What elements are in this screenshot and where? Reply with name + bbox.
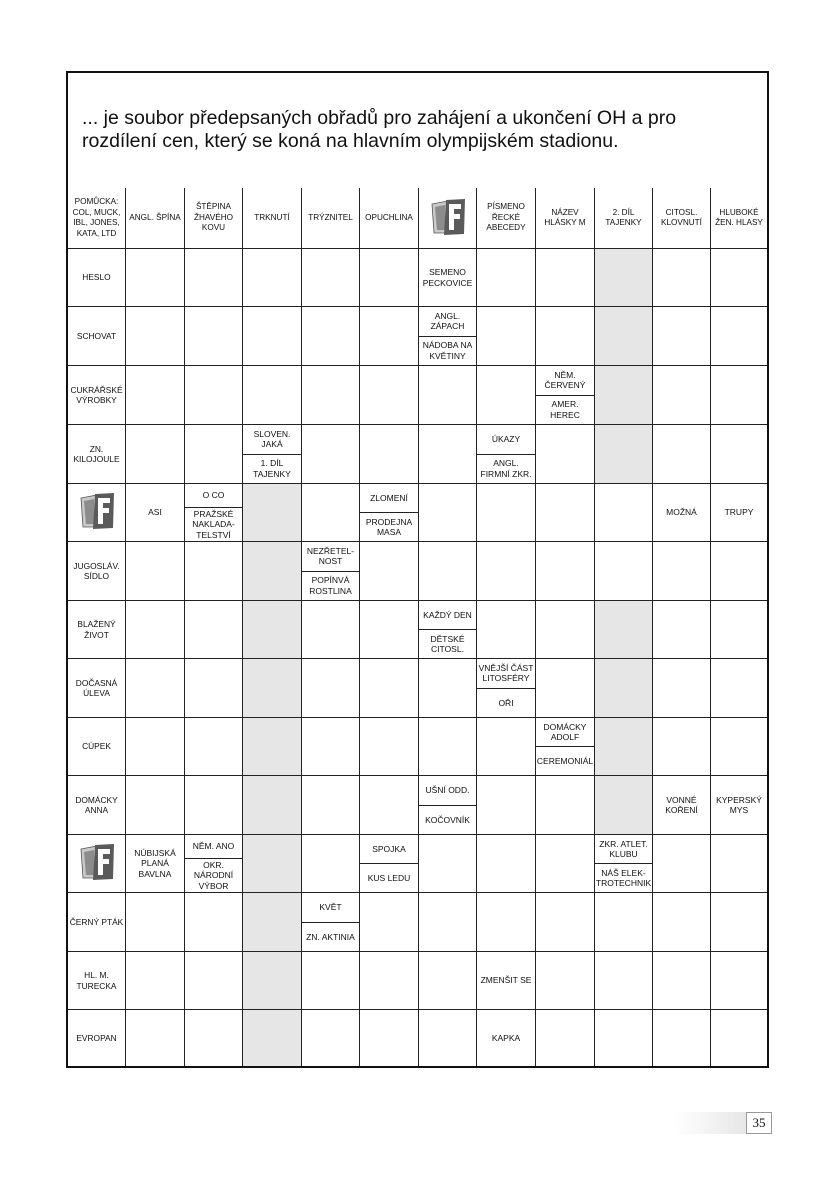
logo-cell <box>419 188 477 249</box>
clue-bottom: 1. DÍL TAJENKY <box>253 458 291 479</box>
answer-cell[interactable] <box>126 542 185 601</box>
header-clue: NÁZEV HLÁSKY M <box>536 188 595 249</box>
split-clue-cell <box>243 425 302 484</box>
clue-top: SPOJKA <box>360 835 418 864</box>
answer-cell[interactable] <box>536 249 595 307</box>
answer-cell[interactable] <box>126 601 185 659</box>
answer-cell[interactable] <box>185 249 243 307</box>
shaded-answer-cell[interactable] <box>243 1010 302 1066</box>
answer-cell[interactable] <box>360 1010 419 1066</box>
brand-f-logo-icon <box>77 843 117 884</box>
answer-cell[interactable] <box>536 952 595 1010</box>
row-clue: EVROPAN <box>68 1010 126 1066</box>
answer-cell[interactable] <box>711 366 767 425</box>
answer-cell[interactable] <box>126 776 185 835</box>
clue-top: DOMÁCKY ADOLF <box>536 718 594 747</box>
clue-bottom: AMER. HEREC <box>550 399 580 420</box>
row-clue: JUGOSLÁV. SÍDLO <box>68 542 126 601</box>
header-clue: HLUBOKÉ ŽEN. HLASY <box>711 188 767 249</box>
answer-cell[interactable] <box>536 659 595 718</box>
answer-cell[interactable] <box>360 952 419 1010</box>
answer-cell[interactable] <box>360 542 419 601</box>
answer-cell[interactable] <box>185 952 243 1010</box>
split-clue-cell <box>419 307 477 366</box>
answer-cell[interactable] <box>360 601 419 659</box>
answer-cell[interactable] <box>711 835 767 893</box>
clue-top: ÚKAZY <box>477 425 535 455</box>
answer-cell[interactable] <box>302 718 360 776</box>
brand-f-logo-icon <box>77 492 117 533</box>
answer-cell[interactable] <box>711 307 767 366</box>
header-clue: 2. DÍL TAJENKY <box>595 188 653 249</box>
answer-cell[interactable] <box>477 776 536 835</box>
shaded-answer-cell[interactable] <box>243 718 302 776</box>
answer-cell[interactable] <box>126 893 185 952</box>
row-clue: ČERNÝ PTÁK <box>68 893 126 952</box>
clue-top: UŠNÍ ODD. <box>419 776 476 806</box>
answer-cell[interactable] <box>185 659 243 718</box>
answer-cell[interactable] <box>595 1010 653 1066</box>
shaded-answer-cell[interactable] <box>243 835 302 893</box>
clue-cell: NÚBIJSKÁ PLANÁ BAVLNA <box>126 835 185 893</box>
answer-cell[interactable] <box>185 893 243 952</box>
answer-cell[interactable] <box>302 249 360 307</box>
split-clue-cell <box>185 484 243 542</box>
answer-cell[interactable] <box>653 659 711 718</box>
answer-cell[interactable] <box>653 718 711 776</box>
shaded-answer-cell[interactable] <box>595 718 653 776</box>
split-clue-cell <box>477 659 536 718</box>
answer-cell[interactable] <box>477 366 536 425</box>
answer-cell[interactable] <box>185 307 243 366</box>
answer-cell[interactable] <box>302 425 360 484</box>
header-clue: OPUCHLINA <box>360 188 419 249</box>
answer-cell[interactable] <box>536 893 595 952</box>
shaded-answer-cell[interactable] <box>595 601 653 659</box>
answer-cell[interactable] <box>302 366 360 425</box>
split-clue-cell <box>595 835 653 893</box>
answer-cell[interactable] <box>711 952 767 1010</box>
split-clue-cell <box>419 776 477 835</box>
answer-cell[interactable] <box>360 307 419 366</box>
answer-cell[interactable] <box>711 425 767 484</box>
clue-bottom: NÁŠ ELEK-TROTECHNIK <box>595 867 652 888</box>
clue-cell: ASI <box>126 484 185 542</box>
answer-cell[interactable] <box>419 1010 477 1066</box>
clue-cell: ZMENŠIT SE <box>477 952 536 1010</box>
split-clue-cell <box>360 484 419 542</box>
clue-cell: VONNÉ KOŘENÍ <box>653 776 711 835</box>
answer-cell[interactable] <box>243 249 302 307</box>
shaded-answer-cell[interactable] <box>243 542 302 601</box>
answer-cell[interactable] <box>653 1010 711 1066</box>
clue-bottom: NÁDOBA NA KVĚTINY <box>422 340 473 361</box>
answer-cell[interactable] <box>302 307 360 366</box>
clue-bottom: OŘI <box>498 697 514 708</box>
answer-cell[interactable] <box>595 952 653 1010</box>
shaded-answer-cell[interactable] <box>243 952 302 1010</box>
answer-cell[interactable] <box>653 601 711 659</box>
clue-bottom: POPÍNVÁ ROSTLINA <box>309 575 352 596</box>
shaded-answer-cell[interactable] <box>595 307 653 366</box>
answer-cell[interactable] <box>711 249 767 307</box>
answer-cell[interactable] <box>595 542 653 601</box>
answer-cell[interactable] <box>126 366 185 425</box>
answer-cell[interactable] <box>419 718 477 776</box>
row-clue: DOMÁCKY ANNA <box>68 776 126 835</box>
answer-cell[interactable] <box>711 718 767 776</box>
clue-top: NĚM. ČERVENÝ <box>536 366 594 396</box>
answer-cell[interactable] <box>126 249 185 307</box>
answer-cell[interactable] <box>126 1010 185 1066</box>
answer-cell[interactable] <box>711 542 767 601</box>
row-clue: SCHOVAT <box>68 307 126 366</box>
answer-cell[interactable] <box>419 542 477 601</box>
answer-cell[interactable] <box>536 425 595 484</box>
clue-top: VNĚJŠÍ ČÁST LITOSFÉRY <box>477 659 535 689</box>
clue-top: ZKR. ATLET. KLUBU <box>595 835 652 864</box>
answer-cell[interactable] <box>126 425 185 484</box>
split-clue-cell <box>477 425 536 484</box>
clue-top: ZLOMENÍ <box>360 484 418 513</box>
answer-cell[interactable] <box>302 601 360 659</box>
answer-cell[interactable] <box>477 484 536 542</box>
logo-cell <box>68 835 126 893</box>
row-clue: BLAŽENÝ ŽIVOT <box>68 601 126 659</box>
shaded-answer-cell[interactable] <box>595 776 653 835</box>
answer-cell[interactable] <box>302 1010 360 1066</box>
row-clue: CUKRÁŘSKÉ VÝROBKY <box>68 366 126 425</box>
header-clue: ŠTĚPINA ŽHAVÉHO KOVU <box>185 188 243 249</box>
shaded-answer-cell[interactable] <box>595 249 653 307</box>
clue-bottom: ANGL. FIRMNÍ ZKR. <box>480 458 532 479</box>
answer-cell[interactable] <box>419 659 477 718</box>
answer-cell[interactable] <box>302 659 360 718</box>
clue-cell: TRUPY <box>711 484 767 542</box>
answer-cell[interactable] <box>360 659 419 718</box>
answer-cell[interactable] <box>360 776 419 835</box>
row-clue: CÚPEK <box>68 718 126 776</box>
answer-cell[interactable] <box>653 893 711 952</box>
answer-cell[interactable] <box>185 542 243 601</box>
clue-bottom: KUS LEDU <box>367 872 411 883</box>
crossword-title: ... je soubor předepsaných obřadů pro zahájení a ukončení OH a pro rozdílení cen, který se koná na hlavním olympijském stadionu. <box>82 107 677 152</box>
shaded-answer-cell[interactable] <box>243 484 302 542</box>
header-clue: ANGL. ŠPÍNA <box>126 188 185 249</box>
answer-cell[interactable] <box>243 307 302 366</box>
shaded-answer-cell[interactable] <box>243 776 302 835</box>
logo-cell <box>68 484 126 542</box>
header-clue: POMŮCKA: COL, MUCK, IBL, JONES, KATA, LTD <box>68 188 126 249</box>
header-clue: CITOSL. KLOVNUTÍ <box>653 188 711 249</box>
answer-cell[interactable] <box>126 952 185 1010</box>
answer-cell[interactable] <box>185 425 243 484</box>
clue-bottom: PRODEJNA MASA <box>365 516 413 537</box>
answer-cell[interactable] <box>653 835 711 893</box>
answer-cell[interactable] <box>185 776 243 835</box>
shaded-answer-cell[interactable] <box>595 366 653 425</box>
answer-cell[interactable] <box>711 893 767 952</box>
answer-cell[interactable] <box>536 307 595 366</box>
answer-cell[interactable] <box>126 659 185 718</box>
clue-top: NĚM. ANO <box>185 835 242 859</box>
answer-cell[interactable] <box>477 307 536 366</box>
answer-cell[interactable] <box>419 893 477 952</box>
answer-cell[interactable] <box>419 952 477 1010</box>
shaded-answer-cell[interactable] <box>243 659 302 718</box>
clue-cell: MOŽNÁ <box>653 484 711 542</box>
answer-cell[interactable] <box>536 484 595 542</box>
answer-cell[interactable] <box>536 542 595 601</box>
answer-cell[interactable] <box>185 718 243 776</box>
answer-cell[interactable] <box>302 484 360 542</box>
shaded-answer-cell[interactable] <box>243 601 302 659</box>
answer-cell[interactable] <box>419 835 477 893</box>
split-clue-cell <box>302 542 360 601</box>
answer-cell[interactable] <box>360 366 419 425</box>
answer-cell[interactable] <box>653 952 711 1010</box>
answer-cell[interactable] <box>477 718 536 776</box>
answer-cell[interactable] <box>419 366 477 425</box>
answer-cell[interactable] <box>419 484 477 542</box>
answer-cell[interactable] <box>595 484 653 542</box>
header-clue: TRÝZNITEL <box>302 188 360 249</box>
answer-cell[interactable] <box>360 425 419 484</box>
answer-cell[interactable] <box>536 601 595 659</box>
clue-cell: KAPKA <box>477 1010 536 1066</box>
answer-cell[interactable] <box>477 893 536 952</box>
clue-top: O CO <box>185 484 242 508</box>
answer-cell[interactable] <box>419 425 477 484</box>
clue-bottom: OKR. NÁRODNÍ VÝBOR <box>193 859 234 891</box>
clue-bottom: CEREMONIÁL <box>536 755 594 766</box>
row-clue: DOČASNÁ ÚLEVA <box>68 659 126 718</box>
clue-top: ANGL. ZÁPACH <box>419 307 476 337</box>
row-clue: HESLO <box>68 249 126 307</box>
answer-cell[interactable] <box>126 307 185 366</box>
answer-cell[interactable] <box>711 1010 767 1066</box>
clue-cell: SEMENO PECKOVICE <box>419 249 477 307</box>
shaded-answer-cell[interactable] <box>243 893 302 952</box>
answer-cell[interactable] <box>477 542 536 601</box>
clue-top: NEZŘETEL-NOST <box>302 542 359 572</box>
answer-cell[interactable] <box>536 1010 595 1066</box>
row-clue: HL. M. TURECKA <box>68 952 126 1010</box>
crossword-grid <box>68 73 767 1066</box>
answer-cell[interactable] <box>360 249 419 307</box>
answer-cell[interactable] <box>477 601 536 659</box>
answer-cell[interactable] <box>653 307 711 366</box>
answer-cell[interactable] <box>185 1010 243 1066</box>
brand-f-logo-icon <box>428 198 468 239</box>
answer-cell[interactable] <box>653 249 711 307</box>
row-clue: ZN. KILOJOULE <box>68 425 126 484</box>
split-clue-cell <box>536 366 595 425</box>
header-clue: PÍSMENO ŘECKÉ ABECEDY <box>477 188 536 249</box>
answer-cell[interactable] <box>302 776 360 835</box>
clue-bottom: PRAŽSKÉ NAKLADA-TELSTVÍ <box>192 508 235 540</box>
clue-bottom: ZN. AKTINIA <box>306 931 355 942</box>
shaded-answer-cell[interactable] <box>595 425 653 484</box>
clue-bottom: KOČOVNÍK <box>425 814 470 825</box>
split-clue-cell <box>360 835 419 893</box>
split-clue-cell <box>302 893 360 952</box>
answer-cell[interactable] <box>185 366 243 425</box>
answer-cell[interactable] <box>477 249 536 307</box>
answer-cell[interactable] <box>302 952 360 1010</box>
answer-cell[interactable] <box>185 601 243 659</box>
clue-bottom: DĚTSKÉ CITOSL. <box>430 633 465 654</box>
answer-cell[interactable] <box>711 601 767 659</box>
answer-cell[interactable] <box>653 542 711 601</box>
clue-top: KVĚT <box>302 893 359 923</box>
answer-cell[interactable] <box>711 659 767 718</box>
crossword-frame <box>66 71 769 1068</box>
clue-cell: KYPERSKÝ MYS <box>711 776 767 835</box>
split-clue-cell <box>419 601 477 659</box>
split-clue-cell <box>185 835 243 893</box>
answer-cell[interactable] <box>126 718 185 776</box>
page-number: 35 <box>746 1112 772 1134</box>
shaded-answer-cell[interactable] <box>595 659 653 718</box>
answer-cell[interactable] <box>595 893 653 952</box>
split-clue-cell <box>536 718 595 776</box>
answer-cell[interactable] <box>360 718 419 776</box>
answer-cell[interactable] <box>536 835 595 893</box>
clue-top: SLOVEN. JAKÁ <box>243 425 301 455</box>
answer-cell[interactable] <box>653 425 711 484</box>
clue-top: KAŽDÝ DEN <box>419 601 476 630</box>
answer-cell[interactable] <box>477 835 536 893</box>
answer-cell[interactable] <box>536 776 595 835</box>
header-clue: TRKNUTÍ <box>243 188 302 249</box>
answer-cell[interactable] <box>243 366 302 425</box>
answer-cell[interactable] <box>360 893 419 952</box>
answer-cell[interactable] <box>302 835 360 893</box>
answer-cell[interactable] <box>653 366 711 425</box>
